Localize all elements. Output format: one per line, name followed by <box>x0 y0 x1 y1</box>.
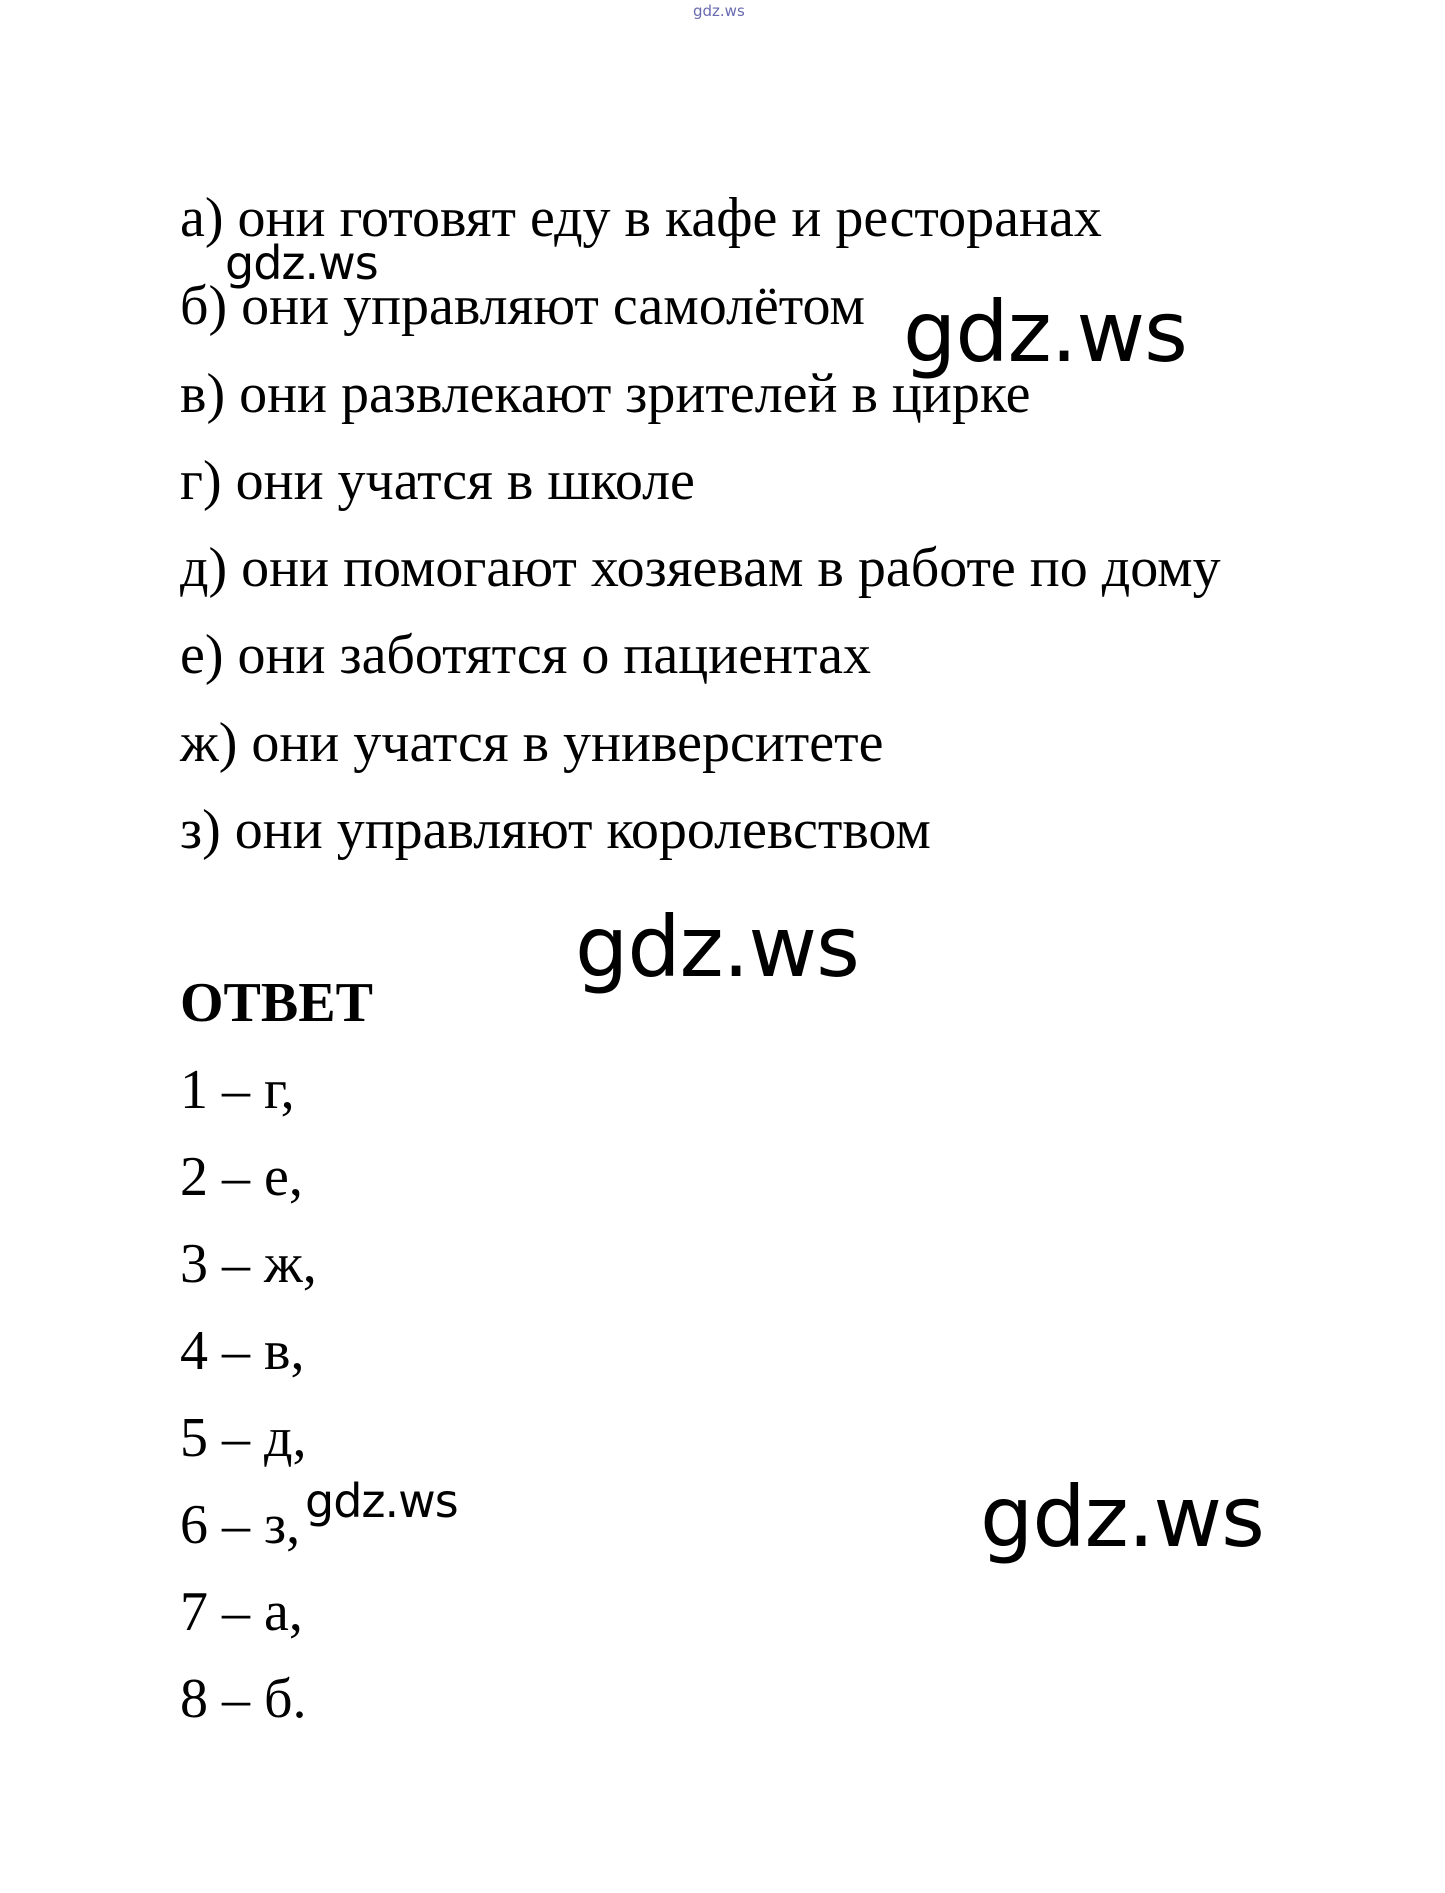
option-zh: ж) они учатся в университете <box>180 712 884 774</box>
watermark-large-1: gdz.ws <box>903 283 1187 381</box>
option-d: д) они помогают хозяевам в работе по дому <box>180 537 1221 599</box>
option-z: з) они управляют королевством <box>180 799 931 861</box>
answer-item-2: 2 – е, <box>180 1146 303 1208</box>
answer-item-7: 7 – а, <box>180 1581 303 1643</box>
answer-item-1: 1 – г, <box>180 1059 295 1121</box>
watermark-small-1: gdz.ws <box>225 236 378 290</box>
option-g: г) они учатся в школе <box>180 450 695 512</box>
answer-item-4: 4 – в, <box>180 1320 305 1382</box>
option-e: е) они заботятся о пациентах <box>180 624 872 686</box>
answer-item-3: 3 – ж, <box>180 1233 317 1295</box>
watermark-top: gdz.ws <box>693 2 745 20</box>
watermark-small-2: gdz.ws <box>305 1474 458 1528</box>
option-a: а) они готовят еду в кафе и ресторанах <box>180 187 1102 249</box>
answer-item-8: 8 – б. <box>180 1668 307 1730</box>
watermark-large-2: gdz.ws <box>575 898 859 996</box>
option-v: в) они развлекают зрителей в цирке <box>180 363 1031 425</box>
option-b: б) они управляют самолётом <box>180 275 865 337</box>
answer-heading: ОТВЕТ <box>180 972 373 1034</box>
watermark-large-3: gdz.ws <box>980 1468 1264 1566</box>
answer-item-6: 6 – з, <box>180 1494 301 1556</box>
answer-item-5: 5 – д, <box>180 1407 307 1469</box>
